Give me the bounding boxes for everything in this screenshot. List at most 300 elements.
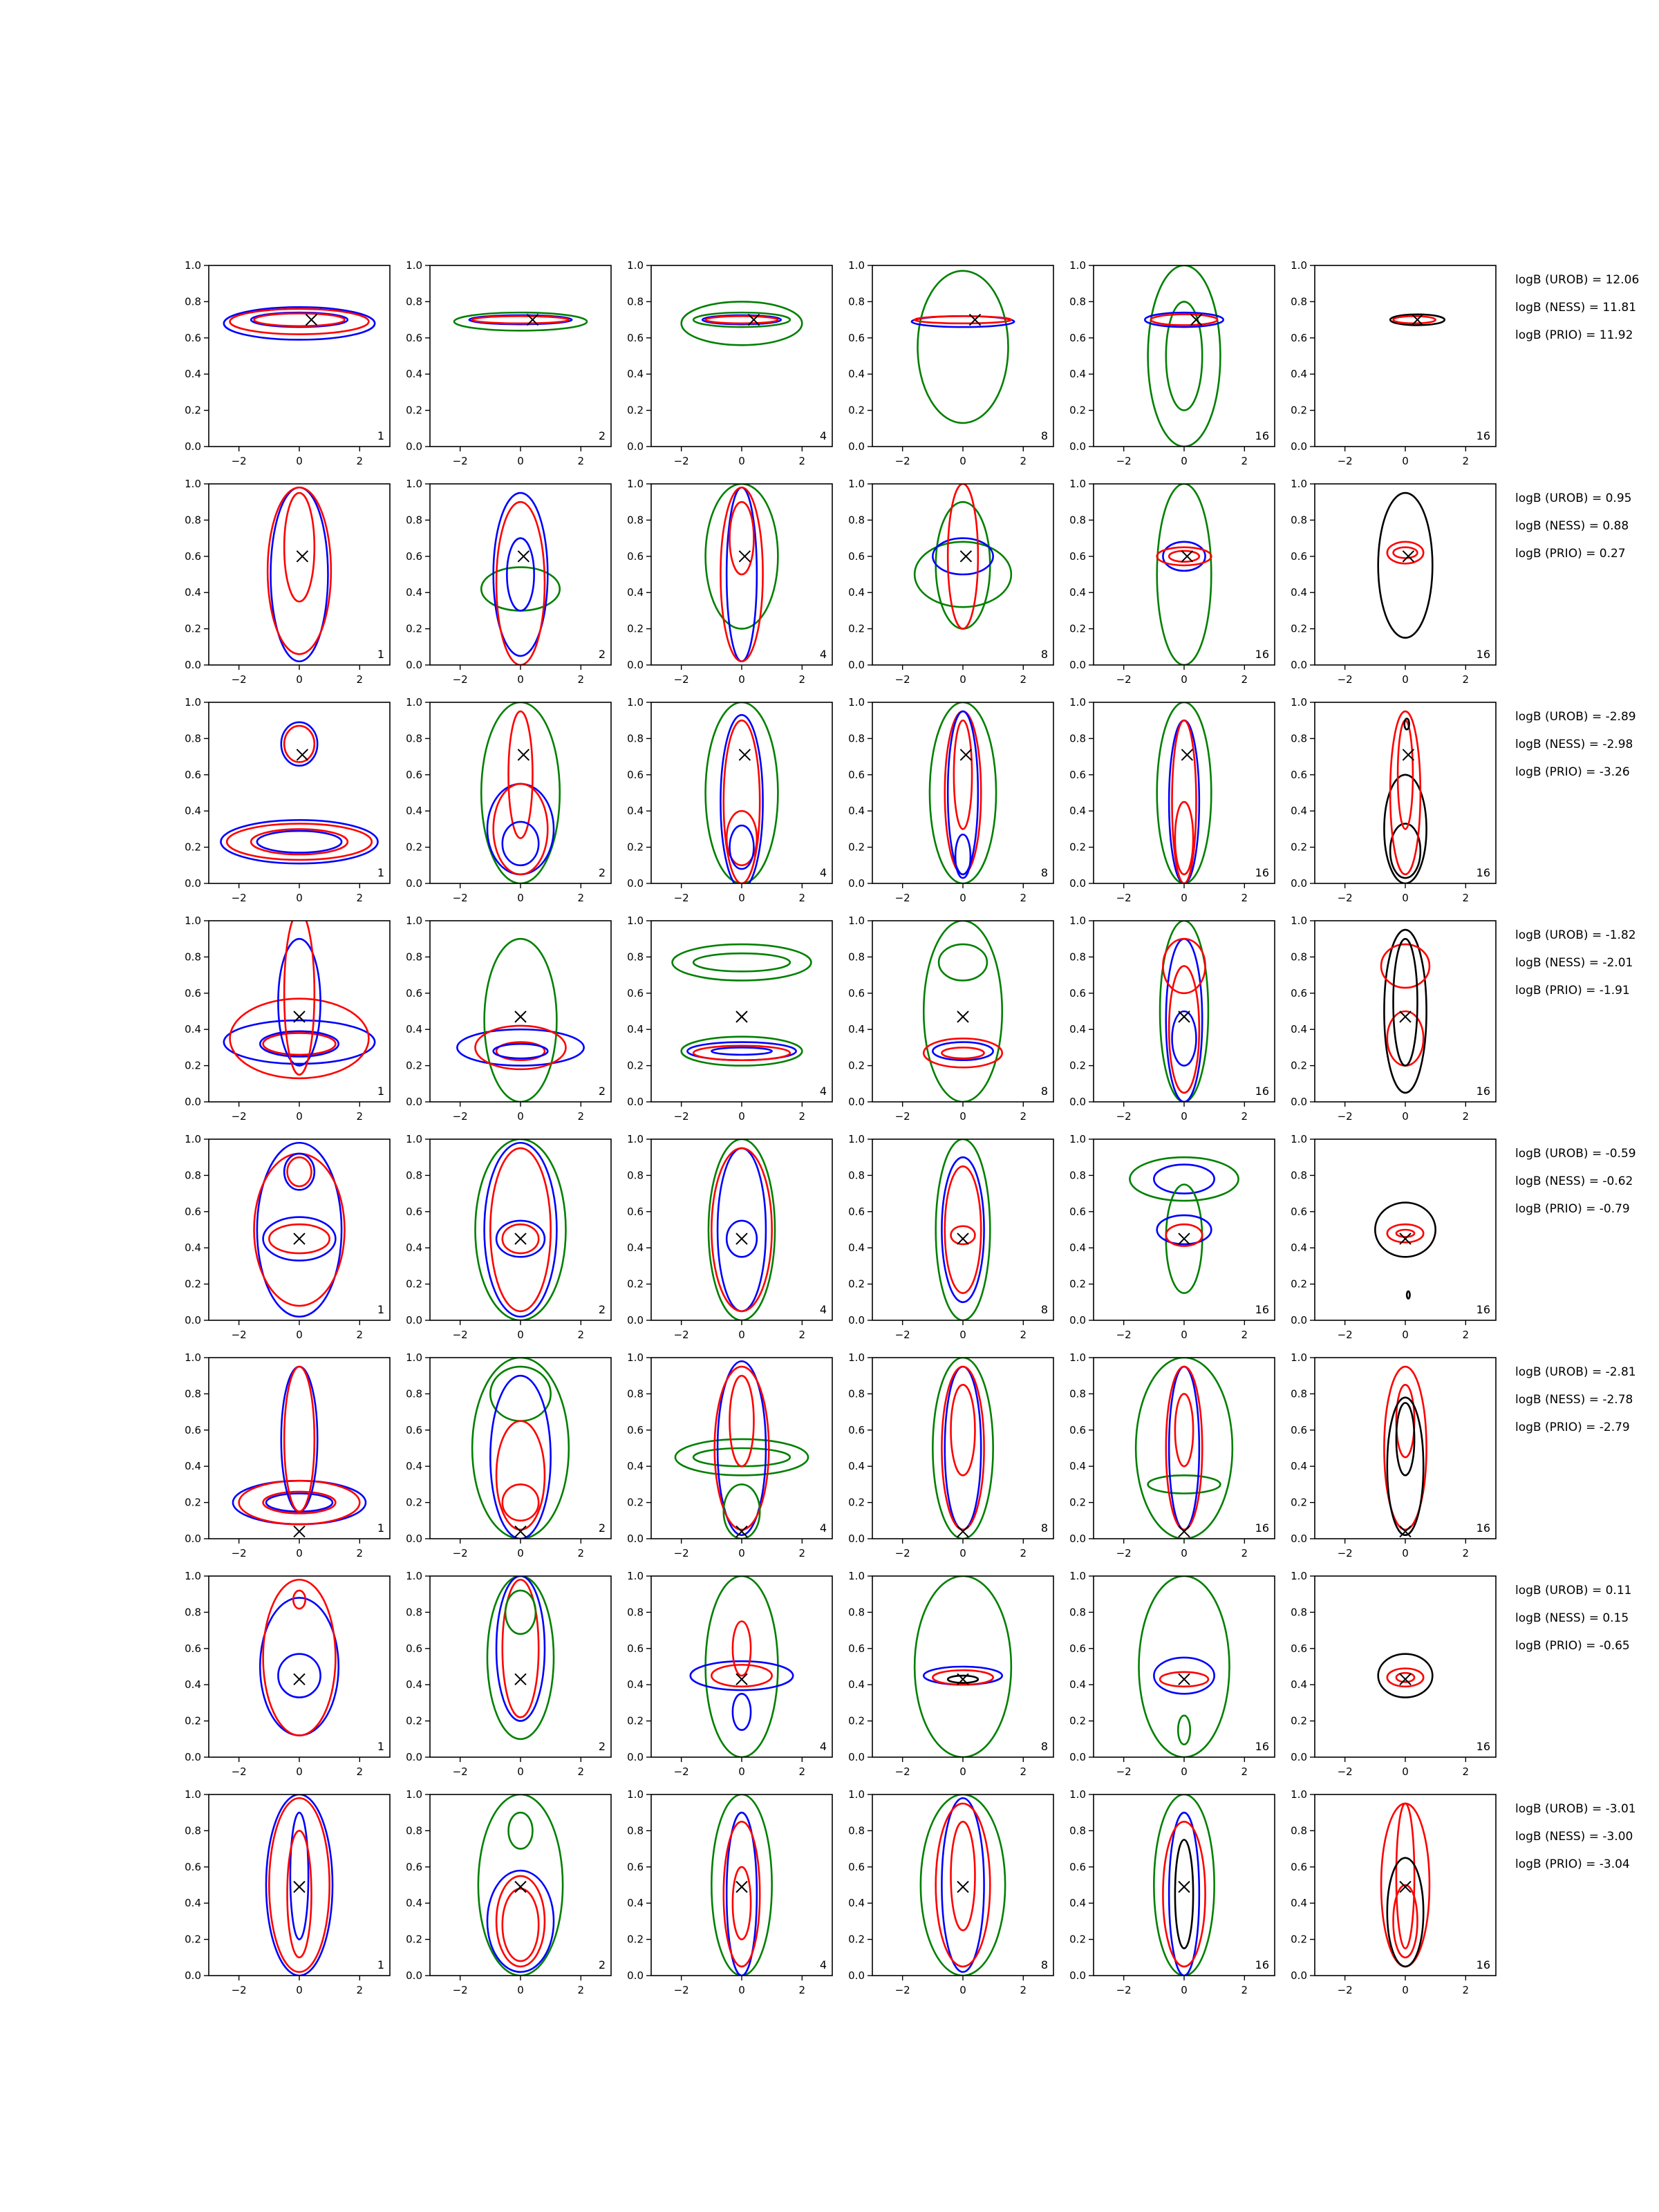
x-tick-label: 2: [1020, 1984, 1027, 1996]
x-tick-label: 2: [798, 1110, 806, 1123]
y-tick-label: 0.6: [1069, 986, 1086, 1000]
x-tick-label: −2: [1116, 455, 1132, 467]
y-tick-label: 0.0: [185, 659, 201, 671]
y-tick-label: 0.6: [627, 1642, 644, 1655]
x-tick-label: 2: [798, 1765, 806, 1778]
y-tick-label: 1.0: [185, 478, 201, 490]
y-tick-label: 1.0: [1291, 1788, 1307, 1801]
x-tick-label: −2: [231, 1329, 247, 1341]
x-tick-label: −2: [231, 455, 247, 467]
panel-label: 8: [1040, 1740, 1048, 1753]
y-tick-label: 0.4: [848, 1678, 865, 1691]
panel-label: 1: [377, 648, 384, 661]
y-tick-label: 0.2: [406, 1059, 422, 1072]
x-tick-label: 2: [1241, 1110, 1248, 1123]
y-tick-label: 0.6: [406, 1423, 422, 1436]
y-tick-label: 0.0: [406, 1314, 422, 1327]
panel-label: 1: [377, 1085, 384, 1098]
y-tick-label: 0.2: [185, 1277, 201, 1291]
y-tick-label: 0.8: [848, 514, 865, 527]
x-tick-label: 0: [959, 1329, 966, 1341]
y-tick-label: 0.0: [1069, 1533, 1086, 1545]
logB-annotation: logB (UROB) = 0.95: [1515, 491, 1632, 505]
y-tick-label: 0.6: [1291, 1423, 1307, 1436]
y-tick-label: 0.6: [1291, 986, 1307, 1000]
y-tick-label: 0.8: [1291, 1824, 1307, 1837]
x-tick-label: 0: [738, 1765, 745, 1778]
x-tick-label: −2: [673, 1765, 689, 1778]
y-tick-label: 0.0: [627, 1533, 644, 1545]
y-tick-label: 0.8: [1291, 732, 1307, 745]
x-tick-label: −2: [231, 1765, 247, 1778]
y-tick-label: 0.6: [185, 1205, 201, 1218]
x-tick-label: −2: [673, 1547, 689, 1559]
y-tick-label: 0.6: [185, 1860, 201, 1873]
x-tick-label: 0: [738, 1984, 745, 1996]
x-tick-label: 2: [1020, 673, 1027, 686]
y-tick-label: 0.0: [406, 1969, 422, 1982]
y-tick-label: 1.0: [406, 915, 422, 927]
x-tick-label: −2: [1116, 1547, 1132, 1559]
y-tick-label: 0.8: [1291, 514, 1307, 527]
y-tick-label: 0.2: [185, 1933, 201, 1946]
x-tick-label: −2: [673, 673, 689, 686]
y-tick-label: 0.6: [185, 331, 201, 344]
x-tick-label: −2: [894, 1110, 910, 1123]
y-tick-label: 0.4: [1069, 805, 1086, 818]
y-tick-label: 0.0: [1291, 1751, 1307, 1763]
panel-label: 16: [1476, 1303, 1490, 1316]
logB-annotation: logB (UROB) = 12.06: [1515, 273, 1640, 287]
y-tick-label: 0.4: [185, 1241, 201, 1255]
y-tick-label: 0.2: [406, 1933, 422, 1946]
y-tick-label: 0.2: [1291, 622, 1307, 635]
x-tick-label: 0: [1402, 455, 1409, 467]
panel-label: 16: [1255, 429, 1269, 442]
y-tick-label: 1.0: [1291, 1133, 1307, 1145]
x-tick-label: 0: [738, 1547, 745, 1559]
y-tick-label: 0.6: [406, 550, 422, 563]
y-tick-label: 0.0: [1069, 877, 1086, 890]
y-tick-label: 0.6: [406, 768, 422, 781]
x-tick-label: 2: [356, 673, 364, 686]
y-tick-label: 0.2: [1069, 1277, 1086, 1291]
y-tick-label: 0.0: [406, 877, 422, 890]
panel-label: 16: [1476, 866, 1490, 879]
x-tick-label: −2: [452, 1765, 468, 1778]
x-tick-label: −2: [231, 673, 247, 686]
y-tick-label: 0.8: [1069, 1387, 1086, 1400]
panel-label: 1: [377, 1740, 384, 1753]
x-tick-label: 0: [1181, 1110, 1188, 1123]
x-tick-label: 2: [1462, 1765, 1470, 1778]
x-tick-label: 0: [959, 455, 966, 467]
y-tick-label: 0.4: [627, 368, 644, 381]
y-tick-label: 1.0: [627, 259, 644, 272]
y-tick-label: 0.2: [848, 1714, 865, 1727]
panel-label: 8: [1040, 648, 1048, 661]
y-tick-label: 0.4: [1291, 368, 1307, 381]
x-tick-label: 0: [1402, 1765, 1409, 1778]
y-tick-label: 1.0: [185, 1788, 201, 1801]
y-tick-label: 0.4: [185, 368, 201, 381]
y-tick-label: 0.2: [1291, 1059, 1307, 1072]
x-tick-label: −2: [452, 673, 468, 686]
x-tick-label: 0: [517, 1984, 524, 1996]
y-tick-label: 0.6: [627, 768, 644, 781]
y-tick-label: 0.0: [1291, 659, 1307, 671]
x-tick-label: 0: [959, 673, 966, 686]
y-tick-label: 0.0: [848, 659, 865, 671]
y-tick-label: 0.2: [1291, 404, 1307, 417]
y-tick-label: 0.8: [627, 1606, 644, 1619]
y-tick-label: 0.4: [627, 1023, 644, 1036]
panel-label: 16: [1476, 1740, 1490, 1753]
y-tick-label: 0.4: [1291, 586, 1307, 599]
panel-label: 4: [819, 648, 827, 661]
y-tick-label: 0.8: [1291, 295, 1307, 308]
x-tick-label: −2: [452, 455, 468, 467]
y-tick-label: 0.4: [406, 1897, 422, 1910]
y-tick-label: 0.0: [185, 877, 201, 890]
logB-annotation: logB (NESS) = -0.62: [1515, 1174, 1633, 1188]
y-tick-label: 1.0: [627, 696, 644, 709]
logB-annotation: logB (NESS) = 0.15: [1515, 1611, 1629, 1625]
y-tick-label: 0.4: [406, 805, 422, 818]
x-tick-label: −2: [1337, 1110, 1353, 1123]
y-tick-label: 0.6: [848, 1423, 865, 1436]
y-tick-label: 0.2: [848, 1277, 865, 1291]
y-tick-label: 0.4: [1069, 1678, 1086, 1691]
x-tick-label: 2: [1020, 455, 1027, 467]
y-tick-label: 0.8: [627, 950, 644, 964]
y-tick-label: 0.2: [406, 404, 422, 417]
x-tick-label: 0: [1181, 455, 1188, 467]
y-tick-label: 0.2: [406, 1496, 422, 1509]
x-tick-label: −2: [673, 455, 689, 467]
x-tick-label: 0: [1402, 892, 1409, 904]
y-tick-label: 1.0: [1069, 915, 1086, 927]
x-tick-label: 0: [959, 1984, 966, 1996]
y-tick-label: 0.8: [848, 1606, 865, 1619]
x-tick-label: 2: [1241, 673, 1248, 686]
y-tick-label: 0.6: [627, 1423, 644, 1436]
y-tick-label: 0.2: [627, 1496, 644, 1509]
y-tick-label: 0.8: [185, 1169, 201, 1182]
x-tick-label: −2: [894, 892, 910, 904]
y-tick-label: 0.8: [627, 1824, 644, 1837]
logB-annotation: logB (UROB) = -2.81: [1515, 1365, 1636, 1379]
y-tick-label: 0.8: [627, 514, 644, 527]
y-tick-label: 0.0: [1291, 440, 1307, 453]
x-tick-label: 2: [1462, 673, 1470, 686]
x-tick-label: 2: [1462, 455, 1470, 467]
y-tick-label: 0.2: [1069, 1933, 1086, 1946]
y-tick-label: 0.6: [185, 768, 201, 781]
y-tick-label: 1.0: [185, 915, 201, 927]
y-tick-label: 0.2: [848, 1496, 865, 1509]
y-tick-label: 0.2: [406, 1277, 422, 1291]
y-tick-label: 0.4: [627, 805, 644, 818]
panel-label: 16: [1476, 1521, 1490, 1535]
logB-annotation: logB (NESS) = -2.78: [1515, 1393, 1633, 1407]
x-tick-label: 0: [738, 892, 745, 904]
panel-label: 2: [598, 429, 606, 442]
y-tick-label: 1.0: [1069, 1133, 1086, 1145]
y-tick-label: 0.6: [1069, 768, 1086, 781]
y-tick-label: 0.2: [1069, 1714, 1086, 1727]
panel-label: 16: [1476, 648, 1490, 661]
panel-label: 16: [1476, 1085, 1490, 1098]
x-tick-label: 2: [577, 892, 585, 904]
y-tick-label: 0.8: [185, 295, 201, 308]
y-tick-label: 0.8: [848, 950, 865, 964]
x-tick-label: 2: [1462, 1329, 1470, 1341]
logB-annotation: logB (PRIO) = -2.79: [1515, 1421, 1630, 1434]
x-tick-label: 2: [798, 455, 806, 467]
logB-annotation: logB (NESS) = 11.81: [1515, 301, 1637, 315]
x-tick-label: 0: [517, 455, 524, 467]
y-tick-label: 1.0: [1291, 696, 1307, 709]
panel-label: 1: [377, 1521, 384, 1535]
panel-label: 4: [819, 1085, 827, 1098]
y-tick-label: 0.6: [848, 1860, 865, 1873]
panel-label: 2: [598, 866, 606, 879]
y-tick-label: 0.2: [185, 622, 201, 635]
y-tick-label: 0.0: [185, 1969, 201, 1982]
y-tick-label: 0.8: [848, 1824, 865, 1837]
y-tick-label: 1.0: [1069, 478, 1086, 490]
y-tick-label: 1.0: [1291, 1351, 1307, 1364]
x-tick-label: 2: [577, 455, 585, 467]
y-tick-label: 0.4: [185, 1897, 201, 1910]
x-tick-label: 2: [1241, 892, 1248, 904]
x-tick-label: 2: [1241, 1765, 1248, 1778]
x-tick-label: −2: [452, 1329, 468, 1341]
x-tick-label: 0: [296, 1547, 303, 1559]
panel-label: 4: [819, 1958, 827, 1971]
y-tick-label: 0.8: [185, 950, 201, 964]
y-tick-label: 0.8: [1069, 732, 1086, 745]
panel-label: 16: [1476, 429, 1490, 442]
x-tick-label: −2: [1337, 1984, 1353, 1996]
y-tick-label: 0.0: [627, 1096, 644, 1108]
y-tick-label: 0.6: [1069, 1205, 1086, 1218]
y-tick-label: 0.2: [406, 622, 422, 635]
y-tick-label: 1.0: [848, 478, 865, 490]
y-tick-label: 0.6: [406, 1642, 422, 1655]
x-tick-label: 2: [1241, 1329, 1248, 1341]
y-tick-label: 0.0: [406, 1533, 422, 1545]
x-tick-label: −2: [673, 1329, 689, 1341]
y-tick-label: 0.8: [185, 1824, 201, 1837]
y-tick-label: 0.2: [627, 1714, 644, 1727]
y-tick-label: 1.0: [1069, 696, 1086, 709]
x-tick-label: 0: [296, 1765, 303, 1778]
y-tick-label: 0.2: [848, 622, 865, 635]
y-tick-label: 0.4: [1069, 368, 1086, 381]
x-tick-label: −2: [452, 1984, 468, 1996]
y-tick-label: 1.0: [406, 1351, 422, 1364]
x-tick-label: 2: [1020, 892, 1027, 904]
panel-label: 2: [598, 1958, 606, 1971]
x-tick-label: −2: [231, 1547, 247, 1559]
x-tick-label: 2: [798, 1329, 806, 1341]
x-tick-label: 0: [959, 892, 966, 904]
y-tick-label: 0.0: [627, 1969, 644, 1982]
panel-label: 16: [1255, 648, 1269, 661]
y-tick-label: 0.4: [1069, 586, 1086, 599]
y-tick-label: 0.8: [1291, 1387, 1307, 1400]
x-tick-label: −2: [1116, 1329, 1132, 1341]
logB-annotation: logB (NESS) = -3.00: [1515, 1830, 1633, 1844]
x-tick-label: 0: [1402, 673, 1409, 686]
y-tick-label: 0.2: [185, 841, 201, 854]
x-tick-label: 2: [577, 1765, 585, 1778]
x-tick-label: −2: [894, 1547, 910, 1559]
y-tick-label: 0.2: [627, 1277, 644, 1291]
y-tick-label: 1.0: [1291, 478, 1307, 490]
y-tick-label: 0.4: [1069, 1460, 1086, 1473]
y-tick-label: 0.4: [1291, 1241, 1307, 1255]
x-tick-label: −2: [673, 1984, 689, 1996]
y-tick-label: 0.2: [627, 841, 644, 854]
x-tick-label: −2: [231, 1984, 247, 1996]
y-tick-label: 0.6: [627, 331, 644, 344]
y-tick-label: 0.4: [185, 1023, 201, 1036]
x-tick-label: 2: [1241, 455, 1248, 467]
panel-label: 8: [1040, 429, 1048, 442]
y-tick-label: 0.4: [848, 368, 865, 381]
y-tick-label: 0.4: [848, 1897, 865, 1910]
y-tick-label: 0.8: [185, 1606, 201, 1619]
logB-annotation: logB (UROB) = -3.01: [1515, 1802, 1636, 1816]
y-tick-label: 0.4: [1069, 1023, 1086, 1036]
y-tick-label: 1.0: [848, 1133, 865, 1145]
logB-annotation: logB (NESS) = -2.01: [1515, 956, 1633, 970]
x-tick-label: 0: [1402, 1984, 1409, 1996]
y-tick-label: 0.2: [1291, 1496, 1307, 1509]
y-tick-label: 1.0: [627, 1351, 644, 1364]
y-tick-label: 0.8: [185, 514, 201, 527]
panel-label: 8: [1040, 1521, 1048, 1535]
x-tick-label: 0: [1181, 892, 1188, 904]
panel-label: 2: [598, 648, 606, 661]
y-tick-label: 0.2: [1069, 404, 1086, 417]
x-tick-label: 2: [798, 1984, 806, 1996]
y-tick-label: 1.0: [848, 259, 865, 272]
panel-label: 1: [377, 1958, 384, 1971]
panel-label: 4: [819, 866, 827, 879]
x-tick-label: 0: [296, 1984, 303, 1996]
y-tick-label: 0.6: [406, 986, 422, 1000]
y-tick-label: 0.4: [848, 1241, 865, 1255]
y-tick-label: 0.6: [848, 1642, 865, 1655]
y-tick-label: 0.8: [406, 1606, 422, 1619]
panel-label: 16: [1476, 1958, 1490, 1971]
y-tick-label: 0.0: [406, 1096, 422, 1108]
x-tick-label: 0: [517, 1547, 524, 1559]
x-tick-label: 0: [1402, 1547, 1409, 1559]
y-tick-label: 0.6: [1291, 1860, 1307, 1873]
panel-label: 4: [819, 1303, 827, 1316]
y-tick-label: 0.4: [1291, 1023, 1307, 1036]
x-tick-label: 0: [296, 892, 303, 904]
x-tick-label: 0: [517, 1765, 524, 1778]
y-tick-label: 1.0: [406, 1133, 422, 1145]
y-tick-label: 0.4: [185, 805, 201, 818]
x-tick-label: 2: [356, 1329, 364, 1341]
x-tick-label: −2: [894, 1329, 910, 1341]
y-tick-label: 0.6: [848, 550, 865, 563]
x-tick-label: 0: [1181, 1765, 1188, 1778]
y-tick-label: 0.6: [1069, 331, 1086, 344]
x-tick-label: 0: [959, 1765, 966, 1778]
y-tick-label: 0.0: [848, 1096, 865, 1108]
y-tick-label: 0.4: [1069, 1241, 1086, 1255]
y-tick-label: 0.8: [848, 1169, 865, 1182]
y-tick-label: 0.6: [406, 1205, 422, 1218]
panel-label: 16: [1255, 1303, 1269, 1316]
x-tick-label: 2: [1020, 1110, 1027, 1123]
y-tick-label: 0.6: [1291, 1642, 1307, 1655]
y-tick-label: 0.8: [406, 514, 422, 527]
panel-label: 2: [598, 1303, 606, 1316]
x-tick-label: 2: [1241, 1547, 1248, 1559]
panel-label: 1: [377, 429, 384, 442]
x-tick-label: 2: [577, 1984, 585, 1996]
y-tick-label: 0.0: [848, 1969, 865, 1982]
logB-annotation: logB (PRIO) = 0.27: [1515, 547, 1626, 561]
x-tick-label: 0: [296, 1329, 303, 1341]
y-tick-label: 1.0: [627, 915, 644, 927]
x-tick-label: 2: [356, 1984, 364, 1996]
x-tick-label: −2: [1337, 892, 1353, 904]
y-tick-label: 0.6: [627, 986, 644, 1000]
y-tick-label: 0.6: [1291, 768, 1307, 781]
x-tick-label: 0: [296, 1110, 303, 1123]
x-tick-label: −2: [1116, 892, 1132, 904]
y-tick-label: 1.0: [1291, 259, 1307, 272]
y-tick-label: 0.0: [627, 1751, 644, 1763]
x-tick-label: −2: [1337, 1765, 1353, 1778]
y-tick-label: 0.2: [185, 404, 201, 417]
y-tick-label: 0.0: [185, 1096, 201, 1108]
y-tick-label: 0.6: [848, 986, 865, 1000]
x-tick-label: 0: [1181, 1547, 1188, 1559]
y-tick-label: 0.8: [406, 1169, 422, 1182]
y-tick-label: 1.0: [185, 1351, 201, 1364]
y-tick-label: 0.2: [848, 404, 865, 417]
logB-annotation: logB (PRIO) = -0.65: [1515, 1639, 1630, 1653]
y-tick-label: 0.0: [185, 440, 201, 453]
y-tick-label: 1.0: [627, 1788, 644, 1801]
y-tick-label: 0.8: [1069, 950, 1086, 964]
y-tick-label: 0.8: [1291, 1169, 1307, 1182]
x-tick-label: 0: [296, 673, 303, 686]
panel-label: 2: [598, 1740, 606, 1753]
x-tick-label: 0: [517, 673, 524, 686]
panel-label: 16: [1255, 1521, 1269, 1535]
logB-annotation: logB (NESS) = -2.98: [1515, 738, 1633, 751]
y-tick-label: 0.0: [627, 1314, 644, 1327]
x-tick-label: 2: [1462, 892, 1470, 904]
y-tick-label: 0.6: [848, 1205, 865, 1218]
x-tick-label: −2: [894, 455, 910, 467]
y-tick-label: 0.8: [185, 1387, 201, 1400]
x-tick-label: −2: [231, 892, 247, 904]
y-tick-label: 0.4: [406, 1460, 422, 1473]
